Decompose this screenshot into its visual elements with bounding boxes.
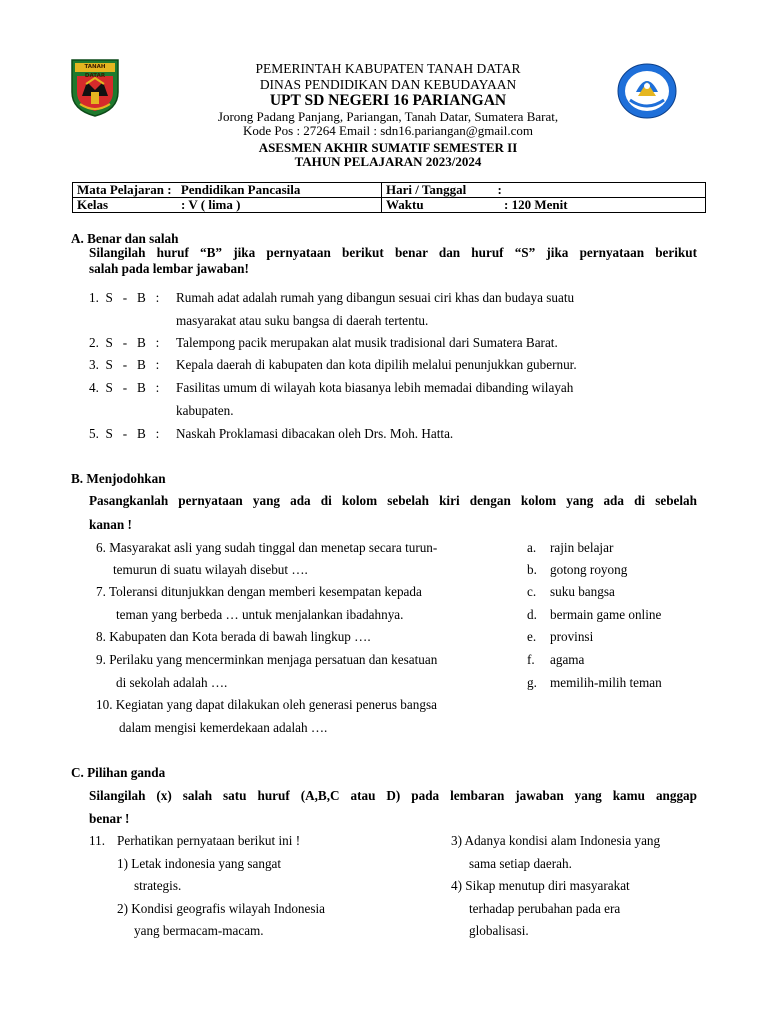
b-item-6-cont: temurun di suatu wilayah disebut ….: [113, 562, 308, 577]
q11-statement-1-cont: strategis.: [134, 878, 182, 893]
exam-title: ASESMEN AKHIR SUMATIF SEMESTER II: [258, 140, 518, 155]
q11-statement-1: 1) Letak indonesia yang sangat: [117, 856, 282, 871]
time-cell: [382, 198, 706, 213]
q11-statement-2-cont: yang bermacam-macam.: [134, 923, 264, 938]
b-option-f: agama: [550, 652, 585, 667]
b-option-g: memilih-milih teman: [550, 675, 662, 690]
b-item-10-cont: dalam mengisi kemerdekaan adalah ….: [119, 720, 328, 735]
class-cell: [73, 198, 382, 213]
b-option-e-letter: e.: [527, 629, 537, 644]
b-item-9-cont: di sekolah adalah ….: [116, 675, 228, 690]
a-item-4-prefix: 4. S - B :: [89, 380, 160, 395]
section-a-title: A. Benar dan salah: [71, 231, 179, 246]
school-address: Jorong Padang Panjang, Pariangan, Tanah Datar, Sumatera Barat,: [217, 109, 559, 124]
b-item-7: 7. Toleransi ditunjukkan dengan memberi kesempatan kepada: [96, 584, 422, 599]
b-option-b: gotong royong: [550, 562, 628, 577]
a-item-2-prefix: 2. S - B :: [89, 335, 160, 350]
b-option-g-letter: g.: [527, 675, 537, 690]
subject-label: Mata Pelajaran :: [77, 182, 172, 197]
class-value: : V ( lima ): [181, 197, 241, 212]
a-item-5-text: Naskah Proklamasi dibacakan oleh Drs. Moh. Hatta.: [176, 426, 454, 441]
b-item-7-cont: teman yang berbeda … untuk menjalankan ibadahnya.: [116, 607, 404, 622]
section-c-title: C. Pilihan ganda: [71, 765, 166, 780]
tanah-datar-logo: [70, 58, 120, 118]
date-cell: [382, 183, 706, 198]
a-item-2-text: Talempong pacik merupakan alat musik tradisional dari Sumatera Barat.: [176, 335, 558, 350]
a-item-4-text: Fasilitas umum di wilayah kota biasanya lebih memadai dibanding wilayah: [176, 380, 574, 395]
a-item-3-text: Kepala daerah di kabupaten dan kota dipilih melalui penunjukkan gubernur.: [176, 357, 577, 372]
subject-cell: [73, 183, 382, 198]
b-item-9: 9. Perilaku yang mencerminkan menjaga persatuan dan kesatuan: [96, 652, 438, 667]
b-option-a: rajin belajar: [550, 540, 614, 555]
b-option-f-letter: f.: [527, 652, 535, 667]
q11-statement-3-cont: sama setiap daerah.: [469, 856, 572, 871]
q11-statement-4-cont: terhadap perubahan pada era: [469, 901, 621, 916]
a-item-1-text-cont: masyarakat atau suku bangsa di daerah tertentu.: [176, 313, 429, 328]
time-label: Waktu: [386, 197, 424, 212]
b-item-8: 8. Kabupaten dan Kota berada di bawah lingkup ….: [96, 629, 371, 644]
b-option-a-letter: a.: [527, 540, 537, 555]
q11-statement-4: 4) Sikap menutup diri masyarakat: [451, 878, 630, 893]
a-item-4-text-cont: kabupaten.: [176, 403, 234, 418]
date-colon: :: [497, 182, 502, 197]
section-b-instruction-2: kanan !: [89, 517, 132, 532]
class-label: Kelas: [77, 197, 109, 212]
subject-value: Pendidikan Pancasila: [180, 182, 301, 197]
q11-number: 11.: [89, 833, 105, 848]
date-label: Hari / Tanggal: [386, 182, 467, 197]
q11-statement-3: 3) Adanya kondisi alam Indonesia yang: [451, 833, 661, 848]
section-b-instruction-1: Pasangkanlah pernyataan yang ada di kolom sebelah kiri dengan kolom yang ada di sebelah: [89, 493, 697, 508]
section-c-instruction-2: benar !: [89, 811, 130, 826]
b-option-c: suku bangsa: [550, 584, 615, 599]
exam-year: TAHUN PELAJARAN 2023/2024: [294, 154, 482, 169]
b-option-e: provinsi: [550, 629, 594, 644]
a-item-1-text: Rumah adat adalah rumah yang dibangun sesuai ciri khas dan budaya suatu: [176, 290, 575, 305]
a-item-3-prefix: 3. S - B :: [89, 357, 160, 372]
b-option-d-letter: d.: [527, 607, 537, 622]
logo-banner-text: TANAH DATAR: [84, 64, 106, 79]
section-b-title: B. Menjodohkan: [71, 471, 166, 486]
q11-statement-2: 2) Kondisi geografis wilayah Indonesia: [117, 901, 326, 916]
section-c-instruction-1: Silangilah (x) salah satu huruf (A,B,C atau D) pada lembaran jawaban yang kamu anggap: [89, 788, 697, 803]
section-a-instruction-1: Silangilah huruf “B” jika pernyataan berikut benar dan huruf “S” jika pernyataan berikut: [89, 245, 697, 260]
school-contact: Kode Pos : 27264 Email : sdn16.pariangan@gmail.com: [243, 123, 533, 138]
a-item-1-prefix: 1. S - B :: [89, 290, 160, 305]
q11-stem: Perhatikan pernyataan berikut ini !: [117, 833, 301, 848]
b-item-6: 6. Masyarakat asli yang sudah tinggal dan menetap secara turun-: [96, 540, 438, 555]
b-option-b-letter: b.: [527, 562, 537, 577]
header-line1: PEMERINTAH KABUPATEN TANAH DATAR: [255, 61, 521, 76]
b-option-d: bermain game online: [550, 607, 662, 622]
q11-statement-4-cont-2: globalisasi.: [469, 923, 529, 938]
section-a-instruction-2: salah pada lembar jawaban!: [89, 261, 249, 276]
time-value: : 120 Menit: [504, 197, 568, 212]
a-item-5-prefix: 5. S - B :: [89, 426, 160, 441]
header-line2: DINAS PENDIDIKAN DAN KEBUDAYAAN: [259, 77, 517, 92]
b-option-c-letter: c.: [527, 584, 537, 599]
b-item-10: 10. Kegiatan yang dapat dilakukan oleh generasi penerus bangsa: [96, 697, 437, 712]
school-name: UPT SD NEGERI 16 PARIANGAN: [269, 92, 507, 109]
exam-info-table: [72, 182, 706, 213]
